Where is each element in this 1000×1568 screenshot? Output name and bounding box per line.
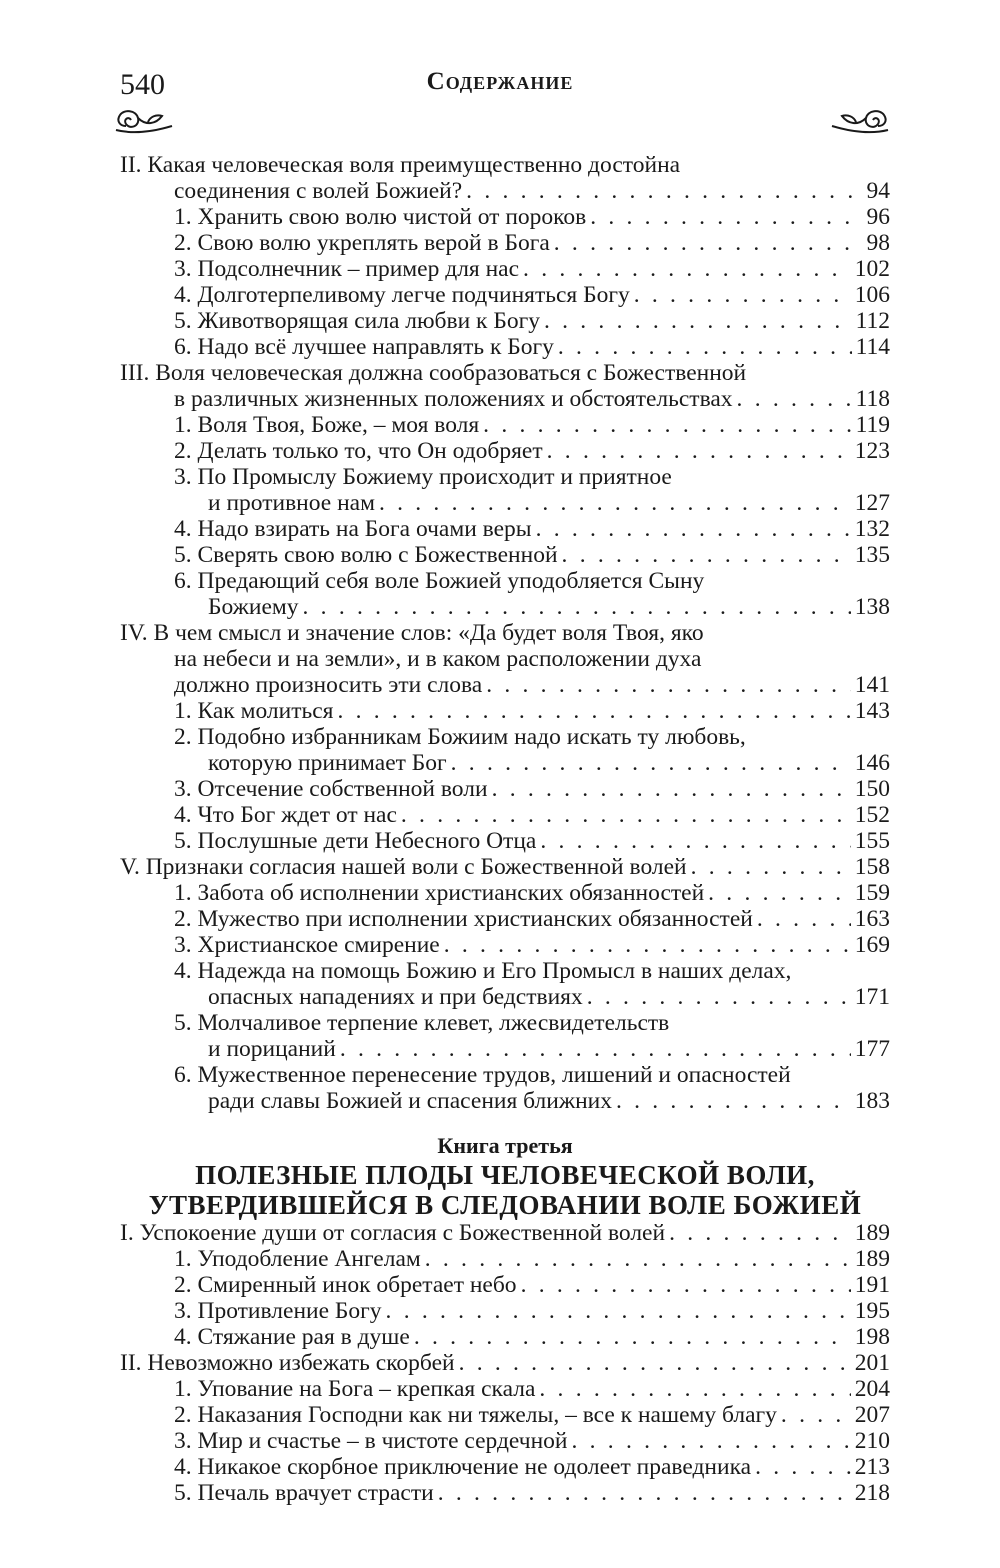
dot-leader bbox=[669, 1220, 851, 1246]
running-head: Содержание bbox=[426, 68, 574, 95]
toc-page-number: 150 bbox=[854, 776, 890, 802]
toc-entry-title: 1. Забота об исполнении христианских обязанностей bbox=[174, 880, 705, 906]
toc-entry-title: 4. Стяжание рая в душе bbox=[174, 1324, 410, 1350]
toc-line bbox=[120, 360, 890, 386]
dot-leader bbox=[536, 516, 851, 542]
toc-entry-title: 2. Подобно избранникам Божиим надо искать ту любовь, bbox=[174, 724, 746, 750]
toc-entry-title: 4. Надежда на помощь Божию и Его Промысл в наших делах, bbox=[174, 958, 792, 984]
dot-leader bbox=[540, 828, 850, 854]
toc-page-number: 127 bbox=[854, 490, 890, 516]
toc-entry-title: 2. Наказания Господни как ни тяжелы, – все к нашему благу bbox=[174, 1402, 777, 1428]
toc-page-number: 177 bbox=[854, 1036, 890, 1062]
dot-leader bbox=[590, 204, 862, 230]
toc-line bbox=[120, 802, 890, 828]
toc-page-number: 159 bbox=[854, 880, 890, 906]
toc-page-number: 171 bbox=[854, 984, 890, 1010]
toc-page-number: 141 bbox=[854, 672, 890, 698]
dot-leader bbox=[562, 542, 851, 568]
toc-line bbox=[120, 958, 890, 984]
toc-line bbox=[120, 308, 890, 334]
toc-entry-title: 3. Мир и счастье – в чистоте сердечной bbox=[174, 1428, 568, 1454]
dot-leader bbox=[451, 750, 851, 776]
toc-entry-title: 4. Долготерпеливому легче подчиняться Богу bbox=[174, 282, 630, 308]
toc-line bbox=[120, 256, 890, 282]
dot-leader bbox=[492, 776, 851, 802]
toc-page-number: 218 bbox=[854, 1480, 890, 1506]
toc-page-number: 106 bbox=[854, 282, 890, 308]
toc-line bbox=[120, 1088, 890, 1114]
dot-leader bbox=[337, 698, 850, 724]
toc-page-number: 204 bbox=[854, 1376, 890, 1402]
header-ornament-icon bbox=[112, 104, 892, 138]
dot-leader bbox=[781, 1402, 851, 1428]
dot-leader bbox=[572, 1428, 851, 1454]
dot-leader bbox=[303, 594, 851, 620]
toc-entry-title: соединения с волей Божией? bbox=[174, 178, 463, 204]
toc-line bbox=[120, 1010, 890, 1036]
dot-leader bbox=[737, 386, 852, 412]
toc-entry-title: 2. Смиренный инок обретает небо bbox=[174, 1272, 517, 1298]
toc-entry-title: 3. По Промыслу Божиему происходит и приятное bbox=[174, 464, 672, 490]
dot-leader bbox=[459, 1350, 851, 1376]
toc-line bbox=[120, 1298, 890, 1324]
toc-line bbox=[120, 412, 890, 438]
toc-line bbox=[120, 750, 890, 776]
dot-leader bbox=[379, 490, 851, 516]
toc-entry-title: 4. Что Бог ждет от нас bbox=[174, 802, 397, 828]
toc-page-number: 207 bbox=[854, 1402, 890, 1428]
toc-line bbox=[120, 906, 890, 932]
toc-line bbox=[120, 646, 890, 672]
toc-entry-title: Божиему bbox=[208, 594, 299, 620]
toc-entry-title: I. Успокоение души от согласия с Божественной волей bbox=[120, 1220, 666, 1246]
toc-page-number: 158 bbox=[854, 854, 890, 880]
toc-line bbox=[120, 828, 890, 854]
toc-page-number: 138 bbox=[854, 594, 890, 620]
dot-leader bbox=[558, 334, 852, 360]
toc-entry-title: IV. В чем смысл и значение слов: «Да будет воля Твоя, яко bbox=[120, 620, 704, 646]
dot-leader bbox=[414, 1324, 851, 1350]
toc-line bbox=[120, 464, 890, 490]
toc-line bbox=[120, 880, 890, 906]
toc-entry-title: III. Воля человеческая должна сообразоваться с Божественной bbox=[120, 360, 747, 386]
dot-leader bbox=[757, 906, 851, 932]
table-of-contents bbox=[120, 152, 890, 1506]
toc-entry-title: 5. Животворящая сила любви к Богу bbox=[174, 308, 540, 334]
book-subtitle: Книга третья bbox=[437, 1133, 573, 1158]
toc-page-number: 163 bbox=[854, 906, 890, 932]
toc-page-number: 143 bbox=[854, 698, 890, 724]
toc-line bbox=[120, 594, 890, 620]
dot-leader bbox=[466, 178, 862, 204]
toc-page-number: 189 bbox=[854, 1220, 890, 1246]
dot-leader bbox=[340, 1036, 851, 1062]
toc-line bbox=[120, 1272, 890, 1298]
toc-line bbox=[120, 1062, 890, 1088]
toc-entry-title: в различных жизненных положениях и обстоятельствах bbox=[174, 386, 733, 412]
dot-leader bbox=[547, 438, 851, 464]
toc-line bbox=[120, 282, 890, 308]
toc-page-number: 112 bbox=[855, 308, 890, 334]
toc-entry-title: 6. Мужественное перенесение трудов, лишений и опасностей bbox=[174, 1062, 791, 1088]
toc-line bbox=[120, 438, 890, 464]
toc-entry-title: 4. Надо взирать на Бога очами веры bbox=[174, 516, 532, 542]
dot-leader bbox=[521, 1272, 851, 1298]
toc-line bbox=[120, 1036, 890, 1062]
toc-page-number: 98 bbox=[866, 230, 890, 256]
dot-leader bbox=[444, 932, 851, 958]
toc-page-number: 198 bbox=[854, 1324, 890, 1350]
toc-page-number: 210 bbox=[854, 1428, 890, 1454]
toc-line bbox=[120, 542, 890, 568]
page-number: 540 bbox=[120, 68, 165, 101]
toc-entry-title: 4. Никакое скорбное приключение не одолеет праведника bbox=[174, 1454, 752, 1480]
dot-leader bbox=[386, 1298, 851, 1324]
toc-line bbox=[120, 724, 890, 750]
toc-entry-title: 3. Христианское смирение bbox=[174, 932, 440, 958]
toc-entry-title: 3. Подсолнечник – пример для нас bbox=[174, 256, 520, 282]
dot-leader bbox=[401, 802, 851, 828]
toc-entry-title: и порицаний bbox=[208, 1036, 336, 1062]
toc-page-number: 146 bbox=[854, 750, 890, 776]
toc-entry-title: 1. Хранить свою волю чистой от пороков bbox=[174, 204, 587, 230]
toc-entry-title: 3. Отсечение собственной воли bbox=[174, 776, 488, 802]
dot-leader bbox=[708, 880, 851, 906]
toc-entry-title: и противное нам bbox=[208, 490, 375, 516]
toc-entry-title: опасных нападениях и при бедствиях bbox=[208, 984, 583, 1010]
toc-entry-title: 2. Свою волю укреплять верой в Бога bbox=[174, 230, 550, 256]
toc-page-number: 191 bbox=[854, 1272, 890, 1298]
dot-leader bbox=[587, 984, 851, 1010]
toc-page-number: 201 bbox=[854, 1350, 890, 1376]
toc-page-number: 195 bbox=[854, 1298, 890, 1324]
dot-leader bbox=[523, 256, 851, 282]
toc-page-number: 118 bbox=[855, 386, 890, 412]
toc-entry-title: на небеси и на земли», и в каком расположении духа bbox=[174, 646, 702, 672]
toc-entry-title: 5. Молчаливое терпение клевет, лжесвидетельств bbox=[174, 1010, 670, 1036]
toc-line bbox=[120, 516, 890, 542]
toc-entry-title: 2. Делать только то, что Он одобряет bbox=[174, 438, 543, 464]
toc-page-number: 102 bbox=[854, 256, 890, 282]
dot-leader bbox=[539, 1376, 850, 1402]
toc-line bbox=[120, 204, 890, 230]
toc-page-number: 155 bbox=[854, 828, 890, 854]
toc-line bbox=[120, 1324, 890, 1350]
toc-page-number: 183 bbox=[854, 1088, 890, 1114]
toc-line bbox=[120, 490, 890, 516]
book-title: ПОЛЕЗНЫЕ ПЛОДЫ ЧЕЛОВЕЧЕСКОЙ ВОЛИ, bbox=[195, 1160, 815, 1190]
toc-line bbox=[120, 984, 890, 1010]
toc-page-number: 123 bbox=[854, 438, 890, 464]
toc-entry-title: 6. Предающий себя воле Божией уподобляется Сыну bbox=[174, 568, 705, 594]
toc-line bbox=[120, 1376, 890, 1402]
toc-line bbox=[120, 1402, 890, 1428]
toc-line bbox=[120, 334, 890, 360]
toc-entry-title: II. Невозможно избежать скорбей bbox=[120, 1350, 455, 1376]
toc-page-number: 119 bbox=[855, 412, 890, 438]
toc-entry-title: 5. Послушные дети Небесного Отца bbox=[174, 828, 537, 854]
toc-page-number: 114 bbox=[855, 334, 890, 360]
toc-line bbox=[120, 1350, 890, 1376]
dot-leader bbox=[691, 854, 851, 880]
dot-leader bbox=[483, 412, 851, 438]
toc-entry-title: ради славы Божией и спасения ближних bbox=[208, 1088, 612, 1114]
dot-leader bbox=[544, 308, 852, 334]
toc-entry-title: II. Какая человеческая воля преимущественно достойна bbox=[120, 152, 681, 178]
dot-leader bbox=[486, 672, 851, 698]
dot-leader bbox=[438, 1480, 851, 1506]
toc-line bbox=[120, 854, 890, 880]
toc-page-number: 132 bbox=[854, 516, 890, 542]
toc-line bbox=[120, 1454, 890, 1480]
toc-page-number: 96 bbox=[866, 204, 890, 230]
toc-entry-title: 6. Надо всё лучшее направлять к Богу bbox=[174, 334, 554, 360]
toc-entry-title: должно произносить эти слова bbox=[174, 672, 483, 698]
book-heading bbox=[120, 1132, 890, 1220]
toc-entry-title: 1. Воля Твоя, Боже, – моя воля bbox=[174, 412, 480, 438]
dot-leader bbox=[554, 230, 863, 256]
toc-line bbox=[120, 698, 890, 724]
toc-line bbox=[120, 1246, 890, 1272]
book-title: УТВЕРДИВШЕЙСЯ В СЛЕДОВАНИИ ВОЛЕ БОЖИЕЙ bbox=[148, 1190, 862, 1220]
dot-leader bbox=[634, 282, 851, 308]
toc-page-number: 94 bbox=[866, 178, 890, 204]
toc-line bbox=[120, 230, 890, 256]
toc-entry-title: 3. Противление Богу bbox=[174, 1298, 382, 1324]
dot-leader bbox=[425, 1246, 851, 1272]
toc-line bbox=[120, 152, 890, 178]
dot-leader bbox=[755, 1454, 851, 1480]
toc-line bbox=[120, 178, 890, 204]
toc-page-number: 135 bbox=[854, 542, 890, 568]
toc-page-number: 213 bbox=[854, 1454, 890, 1480]
toc-page-number: 152 bbox=[854, 802, 890, 828]
toc-line bbox=[120, 568, 890, 594]
toc-entry-title: 1. Упование на Бога – крепкая скала bbox=[174, 1376, 536, 1402]
toc-line bbox=[120, 1480, 890, 1506]
toc-line bbox=[120, 1428, 890, 1454]
toc-entry-title: которую принимает Бог bbox=[208, 750, 447, 776]
toc-line bbox=[120, 672, 890, 698]
toc-entry-title: 1. Как молиться bbox=[174, 698, 334, 724]
toc-line bbox=[120, 1220, 890, 1246]
toc-entry-title: V. Признаки согласия нашей воли с Божественной волей bbox=[120, 854, 687, 880]
toc-line bbox=[120, 386, 890, 412]
toc-line bbox=[120, 776, 890, 802]
toc-entry-title: 5. Печаль врачует страсти bbox=[174, 1480, 434, 1506]
toc-page-number: 169 bbox=[854, 932, 890, 958]
toc-line bbox=[120, 932, 890, 958]
toc-entry-title: 5. Сверять свою волю с Божественной bbox=[174, 542, 558, 568]
toc-line bbox=[120, 620, 890, 646]
toc-entry-title: 2. Мужество при исполнении христианских обязанностей bbox=[174, 906, 753, 932]
dot-leader bbox=[616, 1088, 851, 1114]
toc-page-number: 189 bbox=[854, 1246, 890, 1272]
toc-entry-title: 1. Уподобление Ангелам bbox=[174, 1246, 421, 1272]
